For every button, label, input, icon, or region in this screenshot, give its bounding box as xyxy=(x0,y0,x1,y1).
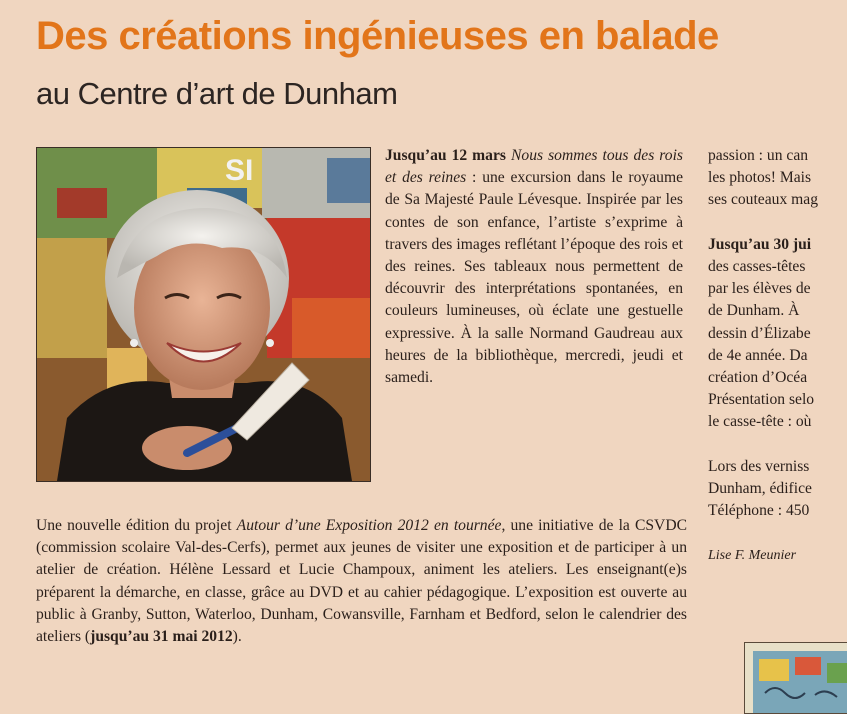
column-line: de 4e année. Da xyxy=(708,346,808,364)
column-line: passion : un can xyxy=(708,147,809,164)
column-line: par les élèves de xyxy=(708,280,811,298)
column-line: ses couteaux mag xyxy=(708,191,818,209)
subheadline: au Centre d’art de Dunham xyxy=(36,76,398,111)
column-line: création d’Océa xyxy=(708,369,808,387)
paragraph-autour-exposition xyxy=(36,515,687,648)
second-column xyxy=(708,145,847,605)
date-lead: Jusqu’au 12 mars xyxy=(385,147,506,164)
exhibition-title: Nous sommes tous des rois et des reines xyxy=(385,147,683,187)
paragraph-intro: Une nouvelle édition du projet xyxy=(36,517,237,534)
column-line: Présentation selo xyxy=(708,391,815,409)
column-line: des casses-têtes xyxy=(708,258,806,276)
column-line: Dunham, édifice xyxy=(708,480,812,498)
date-emphasis: jusqu’au 31 mai 2012 xyxy=(90,628,233,646)
paragraph-body: : une excursion dans le royaume de Sa Majesté Paule Lévesque. Inspirée par les contes de son enfance, l’artiste s’exprime à travers des images reflétant l’époque des rois et des reines. Ses tableaux nous permettent de découvrir des interprétations spontanées, en couleurs lumineuses, où éclate une gestuelle expressive. À la salle Normand Gaudreau aux heures de la bibliothèque, mercredi, jeudi et samedi. xyxy=(385,169,683,387)
column-line: de Dunham. À xyxy=(708,302,800,320)
column-line: le casse-tête : où xyxy=(708,413,812,431)
paragraph-end: ). xyxy=(232,628,242,646)
column-line: Lors des verniss xyxy=(708,457,810,475)
column-lead: Jusqu’au 30 jui xyxy=(708,235,812,253)
paragraph-rois-et-reines xyxy=(385,145,683,389)
puzzle-image xyxy=(744,642,847,714)
author-signature: Lise F. Meunier xyxy=(708,547,797,563)
painting-sign-text: SI xyxy=(225,154,254,187)
artist-photo xyxy=(36,147,371,482)
paragraph-body: , une initiative de la CSVDC (commission scolaire Val-des-Cerfs), permet aux jeunes de visiter une exposition et de participer à un atelier de création. Hélène Lessard et Lucie Champoux, animent les ateliers. Les enseignant(e)s préparent la démarche, en classe, grâce au DVD et au cahier pédagogique. L’exposition est ouverte au public à Granby, Sutton, Waterloo, Dunham, Cowansville, Farnham et Bedford, selon le calendrier des ateliers ( xyxy=(36,517,687,646)
column-line: dessin d’Élizabe xyxy=(708,324,811,342)
column-line: les photos! Mais xyxy=(708,169,812,187)
column-line: Téléphone : 450 xyxy=(708,502,810,520)
headline: Des créations ingénieuses en balade xyxy=(36,14,719,58)
project-title: Autour d’une Exposition 2012 en tournée xyxy=(236,517,502,534)
